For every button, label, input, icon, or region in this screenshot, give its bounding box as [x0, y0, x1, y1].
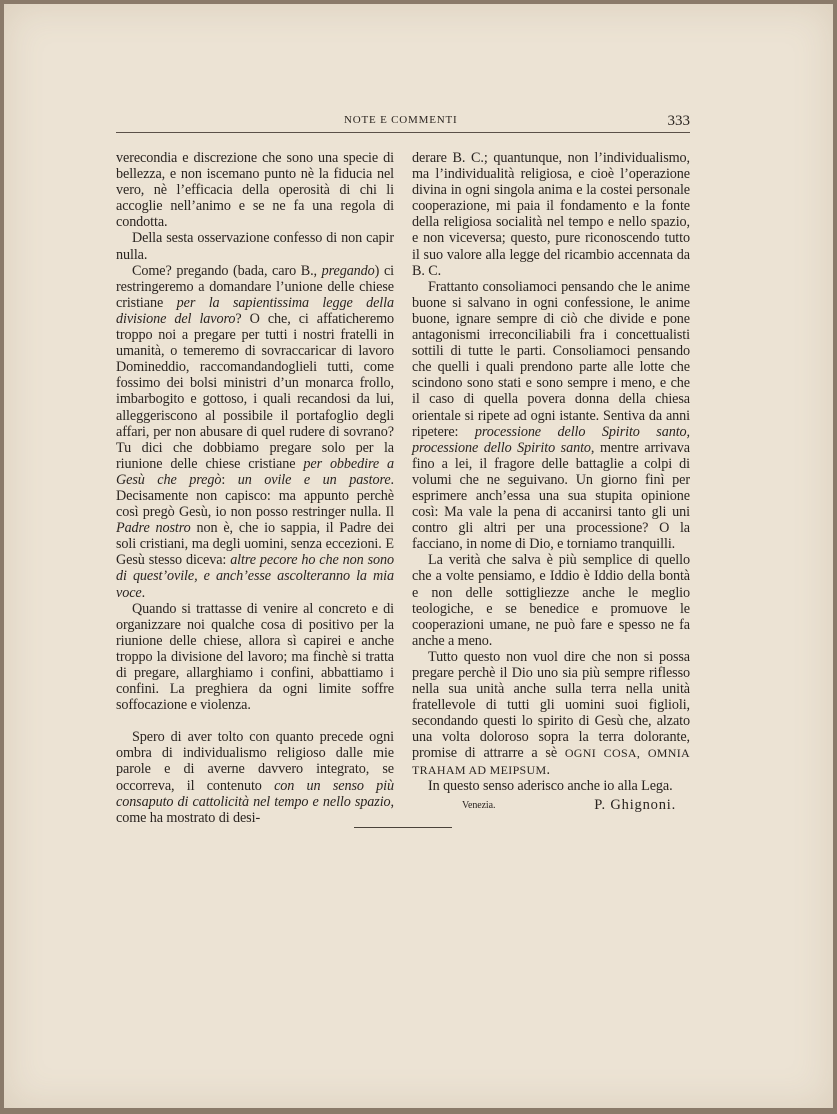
paragraph: In questo senso aderisco anche io alla Lega. [428, 777, 673, 794]
paragraph: Quando si trattasse di venire al concreto e di organizzare noi qualche cosa di positivo per la riunione delle chiese, allora sì capirei e anche troppo la divisione del lavoro; ma finchè si tratta di pregare, allarghiamo i confini, abbattiamo i confini. La preghiera da ogni limite soffre soffocazione e violenza. [116, 600, 394, 714]
paragraph: Spero di aver tolto con quanto precede ogni ombra di individualismo religioso dalle mie parole e di averne davvero integrato, se occorreva, il contenuto con un senso più consaputo di cattolicità nel tempo e nello spazio, come ha mostrato di desi- [116, 729, 394, 826]
paragraph: derare B. C.; quantunque, non l’individualismo, ma l’individualità religiosa, e cioè l’operazione divina in ogni singola anima e la costei personale cooperazione, mi paia il fondamento e la fonte della religiosa socialità nel tempo e nello spazio, e non viceversa; questo, pure riconoscendo tutto il suo valore alla legge del ricambio accennata da B. C. [412, 150, 690, 279]
page-number: 333 [667, 113, 690, 129]
header-rule [116, 132, 690, 133]
paragraph: Come? pregando (bada, caro B., pregando) ci restringeremo a domandare l’unione delle chiese cristiane per la sapientissima legge della divisione del lavoro? O che, ci affaticheremo troppo noi a pregare per tutti i nostri fratelli in umanità, o temeremo di sovraccaricar di lavoro Domineddio, raccomandandoglieli tutti, come fossimo dei bolsi ministri d’un monarca frollo, imbarbogito e gottoso, i quali recandosi da lui, alleggeriscono al possibile il portafoglio degli affari, per non abusare di quel rudere di sovrano? Tu dici che dobbiamo pregare solo per la riunione delle chiese cristiane per obbedire a Gesù che pregò: un ovile e un pastore. Decisamente non capisco: ma appunto perchè così pregò Gesù, io non posso restringer nulla. Il Padre nostro non è, che io sappia, il Padre dei soli cristiani, ma degli uomini, senza eccezioni. E Gesù stesso diceva: altre pecore ho che non sono di quest’ovile, e anch’esse ascolteranno la mia voce. [116, 262, 394, 601]
right-column [412, 150, 690, 816]
paragraph: Frattanto consoliamoci pensando che le anime buone si salvano in ogni confessione, le anime buone, ignare sempre di ciò che divide e pone antagonismi irreconciliabili fra i concettualisti sottili di tutte le parti. Consoliamoci pensando che quelli i quali prendono parte alle lotte che scindono sono stati e sono sempre i meno, e che il caso di quella povera donna della chiesa orientale si ripete ad ogni istante. Sentiva da anni ripetere: processione dello Spirito santo, processione dello Spirito santo, mentre arrivava fino a lei, il fragore delle battaglie a colpi di volumi che ne seguivano. Un giorno finì per esprimere anch’essa una sua stupita opinione così: Ma vale la pena di accanirsi tanto gli uni contro gli altri per una processione? O la facciano, in nome di Dio, e torniamo tranquilli. [412, 278, 690, 553]
running-header [116, 114, 690, 132]
signature-place: Venezia. [462, 799, 496, 811]
signature-author: P. Ghignoni. [594, 796, 676, 813]
paragraph: La verità che salva è più semplice di quello che a volte pensiamo, e Iddio è Iddio della bontà e non delle sottigliezze anche le meglio teologiche, e se benedice e promuove le cooperazioni umane, ne può fare e spesso ne fa anche a meno. [412, 552, 690, 649]
left-column [116, 150, 394, 826]
paragraph: Della sesta osservazione confesso di non capir nulla. [116, 230, 394, 263]
paragraph: Tutto questo non vuol dire che non si possa pregare perchè il Dio uno sia più sempre riflesso nella sua unità anche sulla terra nella unità fratellevole di tutti gli uomini suoi figlioli, secondando questi lo spirito di Gesù che, alzato una volta doloroso sopra la terra dolorante, promise di attrarre a sè OGNI COSA, OMNIA TRAHAM AD MEIPSUM. [412, 648, 691, 778]
signature [412, 796, 690, 816]
paragraph: verecondia e discrezione che sono una specie di bellezza, e non iscemano punto nè la fiducia nel vero, nè l’efficacia della operosità di chi li accoglie nell’animo e se ne fa una regola di condotta. [116, 150, 394, 231]
end-rule [354, 827, 452, 828]
running-title: NOTE E COMMENTI [344, 114, 458, 126]
